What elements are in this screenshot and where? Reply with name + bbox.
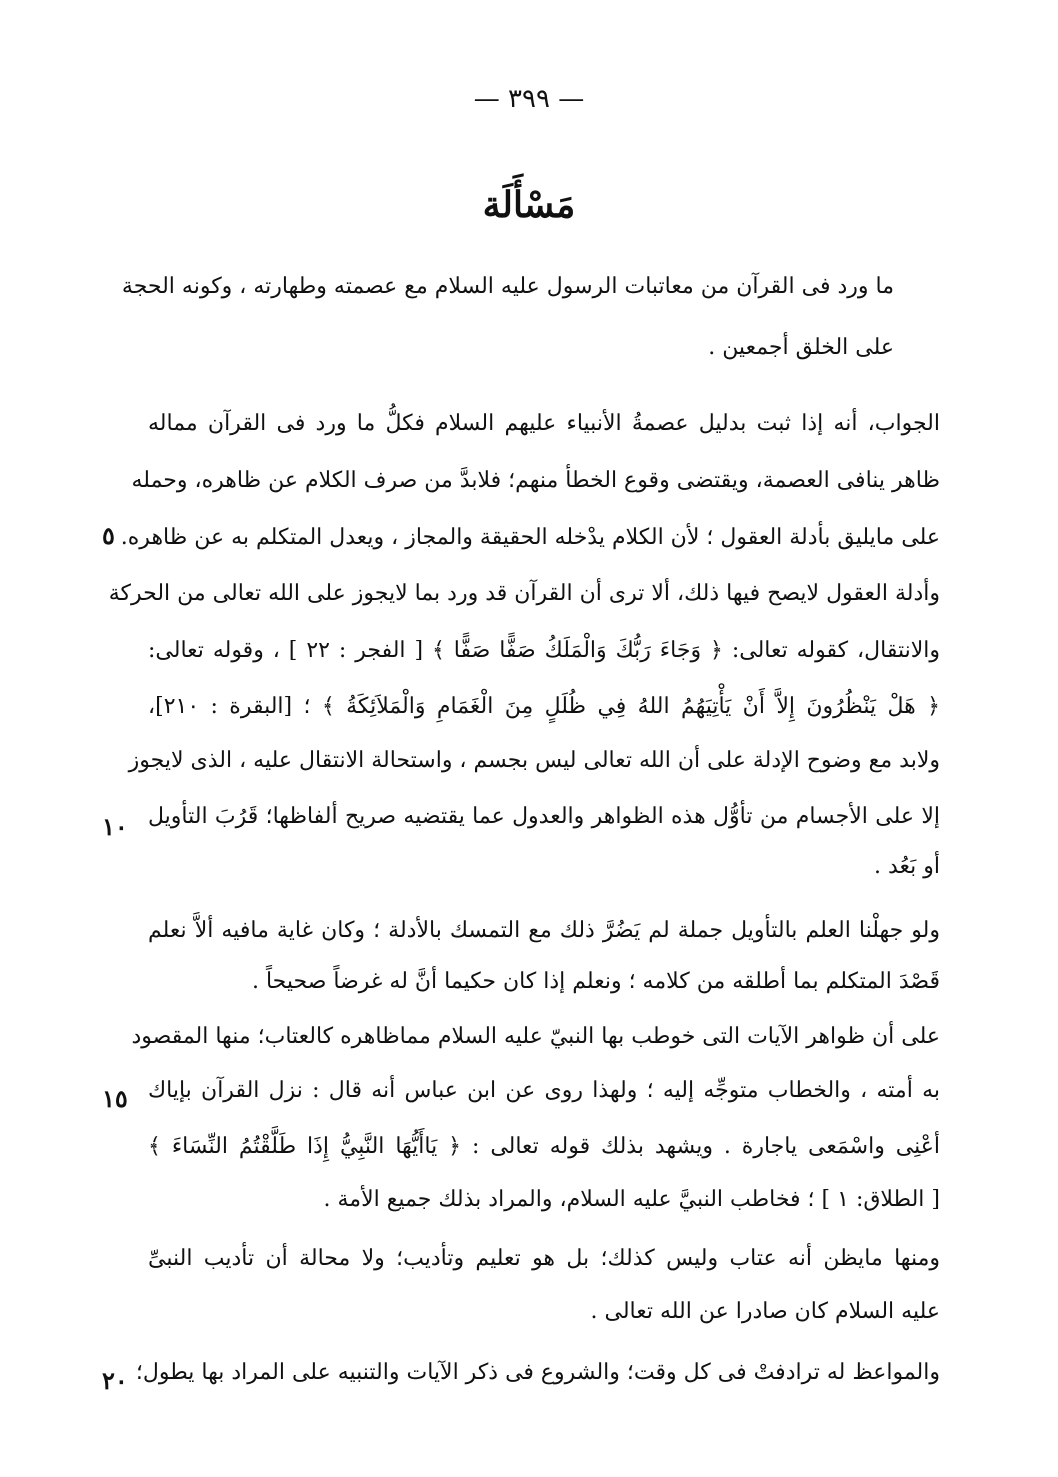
line-number: ٥ <box>102 521 115 550</box>
line-number: ٢٠ <box>102 1366 128 1395</box>
answer-line: أو بَعُد . <box>874 854 940 879</box>
paragraph-line: [ الطلاق: ١ ] ؛ فخاطب النبيَّ عليه السلام، والمراد بذلك جميع الأمة . <box>323 1187 940 1212</box>
answer-line: ولابد مع وضوح الإدلة على أن الله تعالى ليس بجسم ، واستحالة الانتقال عليه ، الذى لايجوز <box>128 748 940 773</box>
paragraph-line: ولو جهلْنا العلم بالتأويل جملة لم يَضُرَّ ذلك مع التمسك بالأدلة ؛ وكان غاية مافيه ألاَّ نعلم <box>148 918 940 943</box>
question-line: ما ورد فى القرآن من معاتبات الرسول عليه السلام مع عصمته وطهارته ، وكونه الحجة <box>121 274 894 299</box>
answer-line: ﴿ هَلْ يَنْظُرُونَ إِلاَّ أَنْ يَأْتِيَهُمُ اللهُ فِي ظُلَلٍ مِنَ الْغَمَامِ وَالْمَلاَئِكَةُ ﴾ ؛ [البقرة : ٢١٠]، <box>148 694 940 719</box>
paragraph-line: ومنها مايظن أنه عتاب وليس كذلك؛ بل هو تعليم وتأديب؛ ولا محالة أن تأديب النبىِّ <box>148 1246 940 1271</box>
line-number: ١٠ <box>102 812 128 841</box>
paragraph-line: قَصْدَ المتكلم بما أطلقه من كلامه ؛ ونعلم إذا كان حكيما أنَّ له غرضاً صحيحاً . <box>251 969 940 994</box>
paragraph-line: على أن ظواهر الآيات التى خوطب بها النبيّ عليه السلام مماظاهره كالعتاب؛ منها المقصود <box>131 1024 940 1049</box>
paragraph-line: عليه السلام كان صادرا عن الله تعالى . <box>590 1299 940 1324</box>
paragraph-line: والمواعظ له ترادفتْ فى كل وقت؛ والشروع فى ذكر الآيات والتنبيه على المراد بها يطول؛ <box>135 1360 940 1385</box>
answer-line: إلا على الأجسام من تأوُّل هذه الظواهر والعدول عما يقتضيه صريح ألفاظها؛ قَرُبَ التأويل <box>148 804 940 829</box>
answer-line: وأدلة العقول لايصح فيها ذلك، ألا ترى أن القرآن قد ورد بما لايجوز على الله تعالى من الحركة <box>108 581 940 606</box>
page-number: — ٣٩٩ — <box>473 84 585 114</box>
answer-line: والانتقال، كقوله تعالى: ﴿ وَجَاءَ رَبُّكَ وَالْمَلَكُ صَفًّا صَفًّا ﴾ [ الفجر : ٢٢ ] ، وقوله تعالى: <box>148 638 940 663</box>
answer-line: على مايليق بأدلة العقول ؛ لأن الكلام يدْخله الحقيقة والمجاز ، ويعدل المتكلم به عن ظاهره. <box>120 525 940 550</box>
paragraph-line: أعْنِى واسْمَعى ياجارة . ويشهد بذلك قوله تعالى : ﴿ يَاأَيُّهَا النَّبِيُّ إِذَا طَلَّقْتُمُ النِّسَاءَ ﴾ <box>148 1134 940 1159</box>
answer-line: ظاهر ينافى العصمة، ويقتضى وقوع الخطأ منهم؛ فلابدَّ من صرف الكلام عن ظاهره، وحمله <box>131 468 940 493</box>
paragraph-line: به أمته ، والخطاب متوجِّه إليه ؛ ولهذا روى عن ابن عباس أنه قال : نزل القرآن بإياك <box>148 1078 940 1103</box>
answer-line: الجواب، أنه إذا ثبت بدليل عصمةُ الأنبياء عليهم السلام فكلُّ ما ورد فى القرآن مماله <box>148 411 940 436</box>
page-title: مَسْأَلَة <box>482 184 576 226</box>
question-line: على الخلق أجمعين . <box>708 335 894 360</box>
line-number: ١٥ <box>102 1084 128 1113</box>
